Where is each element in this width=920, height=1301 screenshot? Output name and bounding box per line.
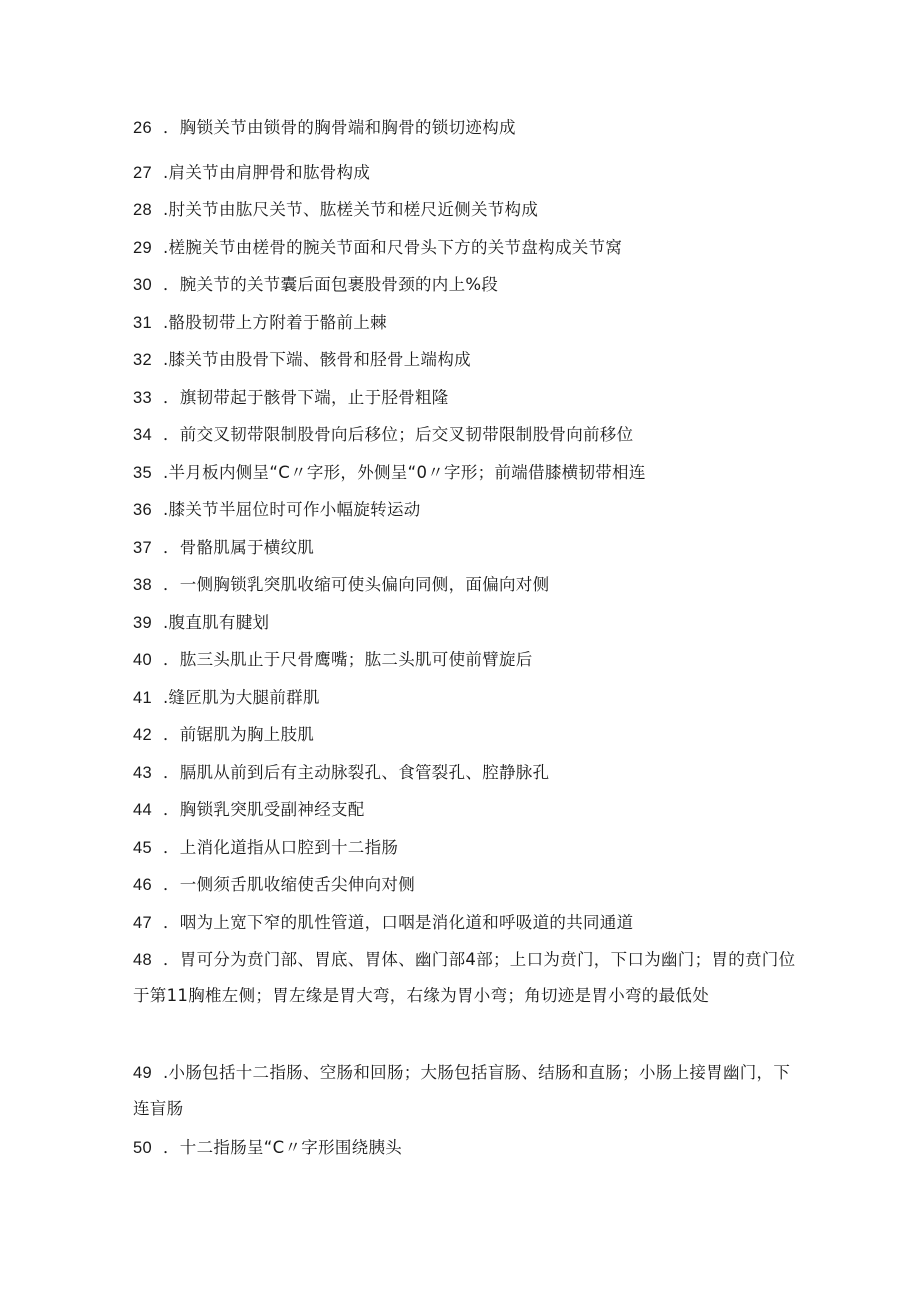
list-item xyxy=(133,792,798,828)
item-number: 39 xyxy=(133,614,152,632)
item-number: 47 xyxy=(133,914,152,932)
list-item xyxy=(133,305,798,341)
item-text: ．骨骼肌属于横纹肌 xyxy=(163,538,315,557)
list-item xyxy=(133,867,798,903)
item-text: ．膈肌从前到后有主动脉裂孔、食管裂孔、腔静脉孔 xyxy=(163,763,550,782)
item-number: 29 xyxy=(133,239,152,257)
item-number: 48 xyxy=(133,951,152,969)
item-text: .骼股韧带上方附着于骼前上棘 xyxy=(163,313,387,332)
item-text: .膝关节半屈位时可作小幅旋转运动 xyxy=(163,500,421,519)
list-item xyxy=(133,267,798,303)
item-number: 43 xyxy=(133,764,152,782)
list-item xyxy=(133,1130,798,1166)
list-item xyxy=(133,755,798,791)
list-item xyxy=(133,1055,798,1127)
item-number: 26 xyxy=(133,119,152,137)
list-item xyxy=(133,830,798,866)
item-text: .小肠包括十二指肠、空肠和回肠；大肠包括盲肠、结肠和直肠；小肠上接胃幽门，下连盲肠 xyxy=(133,1063,791,1118)
item-text: ．肱三头肌止于尺骨鹰嘴；肱二头肌可使前臂旋后 xyxy=(163,650,533,669)
list-item xyxy=(133,492,798,528)
item-number: 35 xyxy=(133,464,152,482)
item-number: 38 xyxy=(133,576,152,594)
item-text: ．胸锁关节由锁骨的胸骨端和胸骨的锁切迹构成 xyxy=(163,118,516,137)
item-text: ．一侧胸锁乳突肌收缩可使头偏向同侧，面偏向对侧 xyxy=(163,575,550,594)
item-number: 49 xyxy=(133,1064,152,1082)
list-item xyxy=(133,455,798,491)
list-item xyxy=(133,230,798,266)
item-text: ．一侧须舌肌收缩使舌尖伸向对侧 xyxy=(163,875,415,894)
list-item xyxy=(133,380,798,416)
item-number: 37 xyxy=(133,539,152,557)
item-number: 33 xyxy=(133,389,152,407)
item-number: 46 xyxy=(133,876,152,894)
item-number: 28 xyxy=(133,201,152,219)
item-text: .肘关节由肱尺关节、肱槎关节和槎尺近侧关节构成 xyxy=(163,200,539,219)
list-item xyxy=(133,717,798,753)
list-item xyxy=(133,567,798,603)
item-text: .肩关节由肩胛骨和肱骨构成 xyxy=(163,163,371,182)
item-text: ．腕关节的关节囊后面包裹股骨颈的内上%段 xyxy=(163,275,499,294)
item-text: ．旗韧带起于骸骨下端，止于胫骨粗隆 xyxy=(163,388,449,407)
list-item xyxy=(133,192,798,228)
list-item xyxy=(133,342,798,378)
list-item xyxy=(133,417,798,453)
item-number: 30 xyxy=(133,276,152,294)
item-text: ．胃可分为贲门部、胃底、胃体、幽门部4部；上口为贲门，下口为幽门；胃的贲门位于第11胸椎左侧；胃左缘是胃大弯，右缘为胃小弯；角切迹是胃小弯的最低处 xyxy=(133,950,796,1005)
item-text: .缝匠肌为大腿前群肌 xyxy=(163,688,320,707)
item-text: .膝关节由股骨下端、骸骨和胫骨上端构成 xyxy=(163,350,471,369)
item-text: ．胸锁乳突肌受副神经支配 xyxy=(163,800,365,819)
item-text: ．前交叉韧带限制股骨向后移位；后交叉韧带限制股骨向前移位 xyxy=(163,425,634,444)
list-item xyxy=(133,680,798,716)
item-number: 44 xyxy=(133,801,152,819)
item-number: 50 xyxy=(133,1139,152,1157)
item-number: 34 xyxy=(133,426,152,444)
item-text: .腹直肌有腱划 xyxy=(163,613,270,632)
item-number: 27 xyxy=(133,164,152,182)
item-text: ．前锯肌为胸上肢肌 xyxy=(163,725,315,744)
item-number: 42 xyxy=(133,726,152,744)
item-text: ．咽为上宽下窄的肌性管道，口咽是消化道和呼吸道的共同通道 xyxy=(163,913,634,932)
item-text: .槎腕关节由槎骨的腕关节面和尺骨头下方的关节盘构成关节窝 xyxy=(163,238,623,257)
list-item xyxy=(133,905,798,941)
item-text: .半月板内侧呈“C〃字形，外侧呈“0〃字形；前端借膝横韧带相连 xyxy=(163,463,646,482)
list-item xyxy=(133,530,798,566)
list-item xyxy=(133,642,798,678)
item-text: ．上消化道指从口腔到十二指肠 xyxy=(163,838,399,857)
item-number: 32 xyxy=(133,351,152,369)
item-number: 45 xyxy=(133,839,152,857)
item-text: ．十二指肠呈“C〃字形围绕胰头 xyxy=(163,1138,403,1157)
list-item xyxy=(133,605,798,641)
list-item xyxy=(133,110,798,146)
list-item xyxy=(133,942,798,1014)
item-number: 40 xyxy=(133,651,152,669)
item-number: 41 xyxy=(133,689,152,707)
item-number: 36 xyxy=(133,501,152,519)
list-item xyxy=(133,155,798,191)
item-number: 31 xyxy=(133,314,152,332)
